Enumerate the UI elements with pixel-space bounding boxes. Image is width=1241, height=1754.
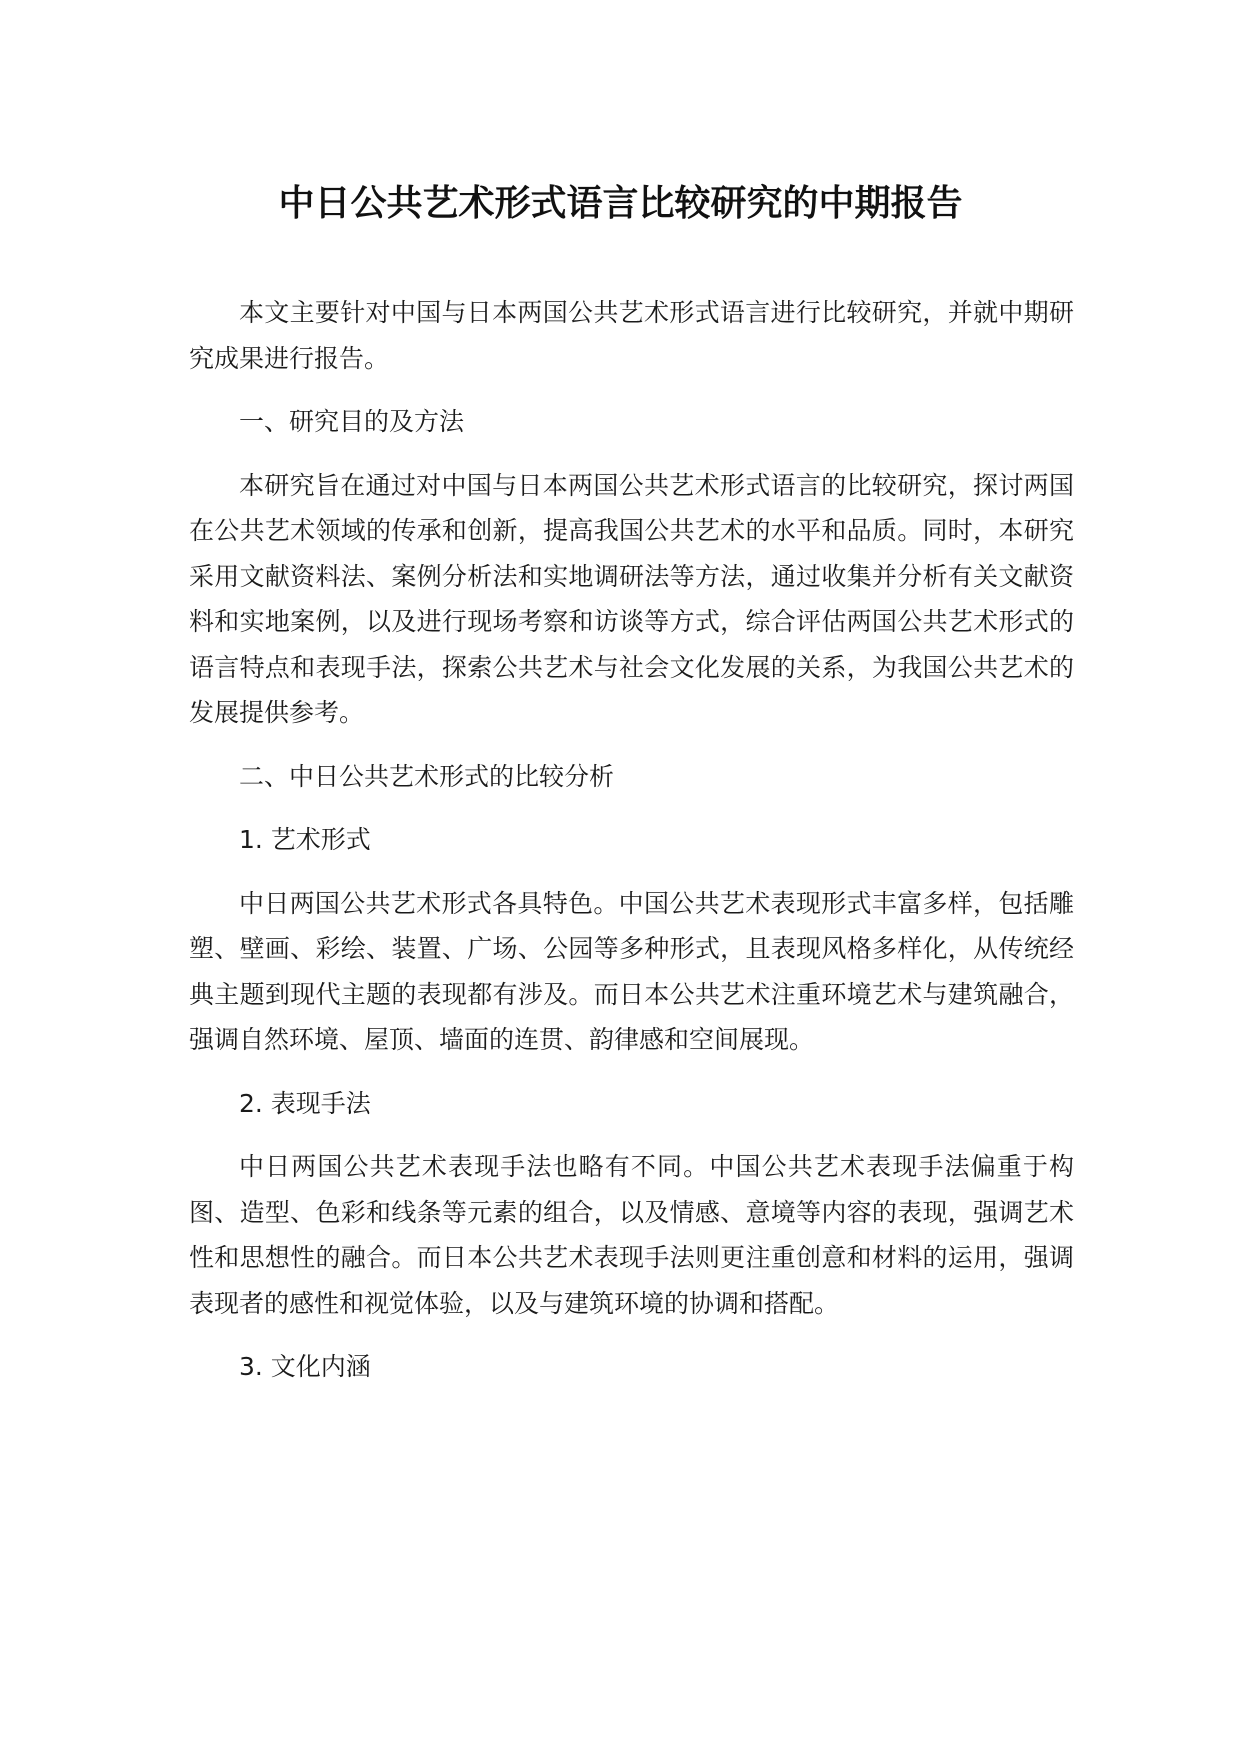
section-heading-comparison: 二、中日公共艺术形式的比较分析: [239, 761, 615, 791]
subheading-art-form: 1. 艺术形式: [239, 825, 371, 854]
section-heading-purpose-method: 一、研究目的及方法: [239, 407, 465, 436]
document-title: 中日公共艺术形式语言比较研究的中期报告: [278, 183, 963, 224]
intro-paragraph: 本文主要针对中国与日本两国公共艺术形式语言进行比较研究，并就中期研究成果进行报告。: [189, 298, 1074, 373]
expression-paragraph: 中日两国公共艺术表现手法也略有不同。中国公共艺术表现手法偏重于构图、造型、色彩和线条等元素的组合，以及情感、意境等内容的表现，强调艺术性和思想性的融合。而日本公共艺术表现手法则更注重创意和材料的运用，强调表现者的感性和视觉体验，以及与建筑环境的协调和搭配。: [189, 1152, 1074, 1318]
purpose-method-paragraph: 本研究旨在通过对中国与日本两国公共艺术形式语言的比较研究，探讨两国在公共艺术领域的传承和创新，提高我国公共艺术的水平和品质。同时，本研究采用文献资料法、案例分析法和实地调研法等方法，通过收集并分析有关文献资料和实地案例，以及进行现场考察和访谈等方式，综合评估两国公共艺术形式的语言特点和表现手法，探索公共艺术与社会文化发展的关系，为我国公共艺术的发展提供参考。: [189, 470, 1074, 727]
document-body: [189, 290, 1074, 1408]
art-form-paragraph: 中日两国公共艺术形式各具特色。中国公共艺术表现形式丰富多样，包括雕塑、壁画、彩绘、装置、广场、公园等多种形式，且表现风格多样化，从传统经典主题到现代主题的表现都有涉及。而日本公共艺术注重环境艺术与建筑融合，强调自然环境、屋顶、墙面的连贯、韵律感和空间展现。: [189, 888, 1074, 1054]
subheading-culture: 3. 文化内涵: [239, 1352, 371, 1381]
subheading-expression: 2. 表现手法: [239, 1088, 371, 1118]
